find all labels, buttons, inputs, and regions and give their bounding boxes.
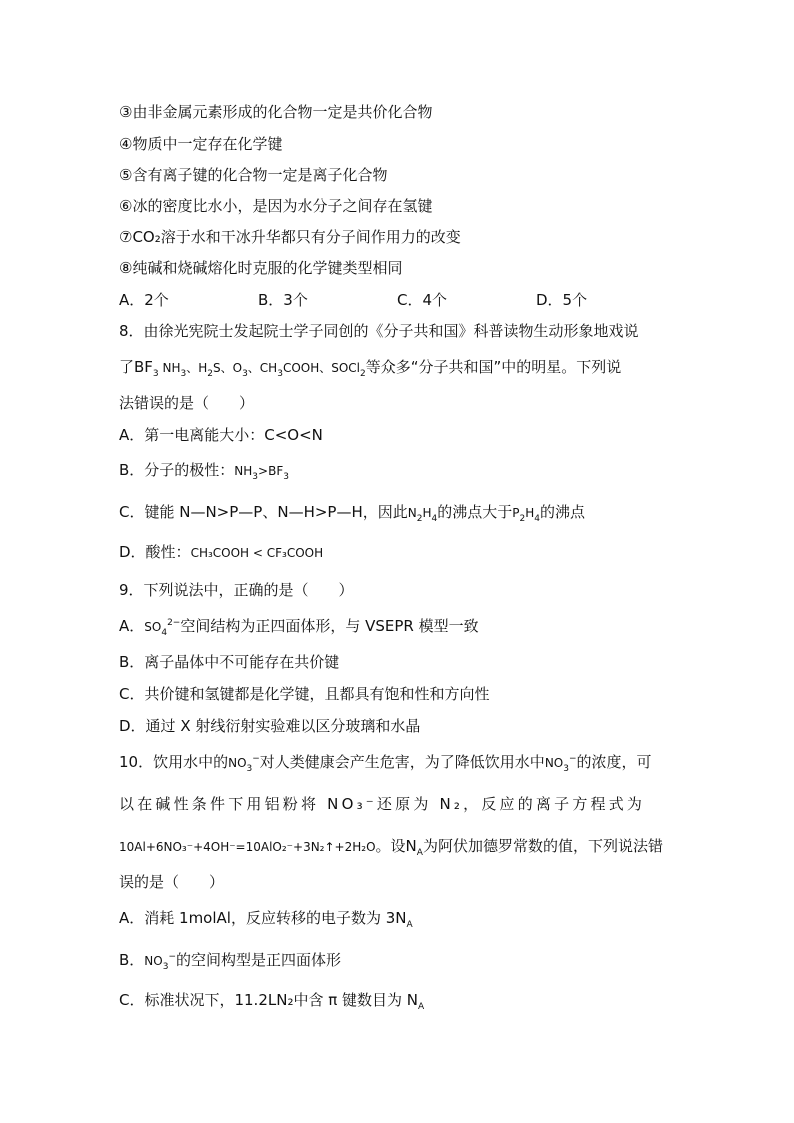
statement-3: ③由非金属元素形成的化合物一定是共价化合物	[119, 103, 433, 121]
statement-8: ⑧纯碱和烧碱熔化时克服的化学键类型相同	[119, 259, 403, 277]
q8-stem-line1: 8．由徐光宪院士发起院士学子同创的《分子共和国》科普读物生动形象地戏说	[119, 322, 639, 340]
statement-6: ⑥冰的密度比水小，是因为水分子之间存在氢键	[119, 197, 433, 215]
q7-option-a: A．2个	[119, 291, 169, 309]
q9-option-d: D．通过 X 射线衍射实验难以区分玻璃和水晶	[119, 717, 421, 735]
q10-option-a: A．消耗 1molAl，反应转移的电子数为 $3N_A$	[119, 909, 413, 930]
statement-4: ④物质中一定存在化学键	[119, 135, 283, 153]
q10-stem-line4: 误的是（ ）	[119, 873, 225, 891]
q8-option-d: D．酸性：CH₃COOH < CF₃COOH	[119, 543, 324, 561]
q10-option-b: B．$NO_3^-$的空间构型是正四面体形	[119, 951, 342, 972]
q8-option-b: B．分子的极性：$NH_3>BF_3$	[119, 461, 289, 482]
q8-stem-line3: 法错误的是（ ）	[119, 394, 255, 412]
q10-stem-line3: 10Al+6NO₃⁻+4OH⁻=10AlO₂⁻+3N₂↑+2H₂O。设$N_A$为阿伏加德罗常数的值，下列说法错	[119, 837, 663, 858]
q8-option-c: C．键能 N—N>P—P、N—H>P—H，因此$N_2H_4$的沸点大于$P_2H_4$的沸点	[119, 503, 586, 524]
statement-5: ⑤含有离子键的化合物一定是离子化合物	[119, 166, 388, 184]
q7-option-d: D．5个	[536, 291, 588, 309]
q7-options	[119, 290, 679, 310]
q10-option-c: C．标准状况下，11.2LN₂中含 π 键数目为 $N_A$	[119, 991, 425, 1012]
q10-stem-line1: 10．饮用水中的$NO_3^-$对人类健康会产生危害，为了降低饮用水中$NO_3^-$的浓度，可	[119, 753, 652, 774]
q9-option-b: B．离子晶体中不可能存在共价键	[119, 653, 340, 671]
q8-stem-line2: 了$BF_3$ $NH_3$、$H_2S$、$O_3$、$CH_3COOH$、SOCl$_2$等众多“分子共和国”中的明星。下列说	[119, 358, 622, 379]
q9-option-c: C．共价键和氢键都是化学键，且都具有饱和性和方向性	[119, 685, 490, 703]
q9-stem: 9．下列说法中，正确的是（ ）	[119, 581, 354, 599]
q7-option-c: C．4个	[397, 291, 448, 309]
statement-7: ⑦CO₂溶于水和干冰升华都只有分子间作用力的改变	[119, 228, 461, 246]
q9-option-a: A．$SO_4^{2-}$空间结构为正四面体形，与 VSEPR 模型一致	[119, 617, 479, 638]
q10-stem-line2: 以在碱性条件下用铝粉将 NO₃⁻还原为 N₂，反应的离子方程式为	[119, 795, 646, 813]
q8-option-a: A．第一电离能大小：C<O<N	[119, 426, 323, 444]
q7-option-b: B．3个	[258, 291, 308, 309]
